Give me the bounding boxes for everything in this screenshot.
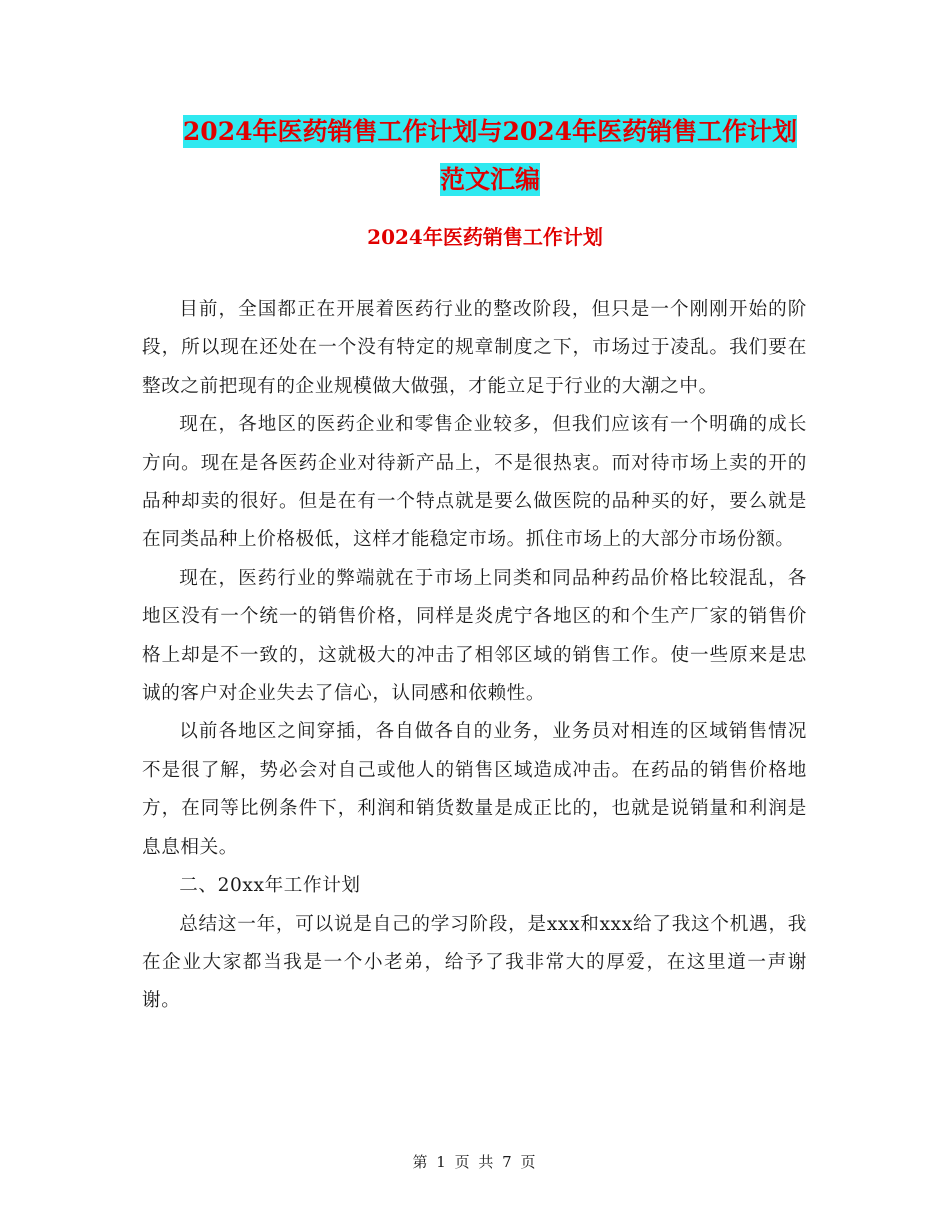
page-footer: 第 1 页 共 7 页 xyxy=(412,1153,538,1171)
paragraph: 目前，全国都正在开展着医药行业的整改阶段，但只是一个刚刚开始的阶段，所以现在还处在一个没有特定的规章制度之下，市场过于凌乱。我们要在整改之前把现有的企业规模做大做强，才能立足于行业的大潮之中。 xyxy=(142,299,807,397)
document-title-line1: 2024年医药销售工作计划与2024年医药销售工作计划 xyxy=(182,117,798,146)
paragraph: 现在，医药行业的弊端就在于市场上同类和同品种药品价格比较混乱，各地区没有一个统一的销售价格，同样是炎虎宁各地区的和个生产厂家的销售价格上却是不一致的，这就极大的冲击了相邻区域的销售工作。使一些原来是忠诚的客户对企业失去了信心，认同感和依赖性。 xyxy=(142,567,807,705)
document-body xyxy=(142,291,807,1021)
paragraph-heading: 二、20xx年工作计划 xyxy=(179,875,361,897)
paragraph: 总结这一年，可以说是自己的学习阶段，是xxx和xxx给了我这个机遇，我在企业大家都当我是一个小老弟，给予了我非常大的厚爱，在这里道一声谢谢。 xyxy=(142,913,807,1012)
document-title xyxy=(140,108,840,204)
document-title-line2: 范文汇编 xyxy=(439,165,540,194)
paragraph: 现在，各地区的医药企业和零售企业较多，但我们应该有一个明确的成长方向。现在是各医药企业对待新产品上，不是很热衷。而对待市场上卖的开的品种却卖的很好。但是在有一个特点就是要么做医院的品种买的好，要么就是在同类品种上价格极低，这样才能稳定市场。抓住市场上的大部分市场份额。 xyxy=(142,414,807,551)
section-title: 2024年医药销售工作计划 xyxy=(367,225,603,249)
paragraph: 以前各地区之间穿插，各自做各自的业务，业务员对相连的区域销售情况不是很了解，势必会对自己或他人的销售区域造成冲击。在药品的销售价格地方，在同等比例条件下，利润和销货数量是成正比的，也就是说销量和利润是息息相关。 xyxy=(142,721,807,858)
